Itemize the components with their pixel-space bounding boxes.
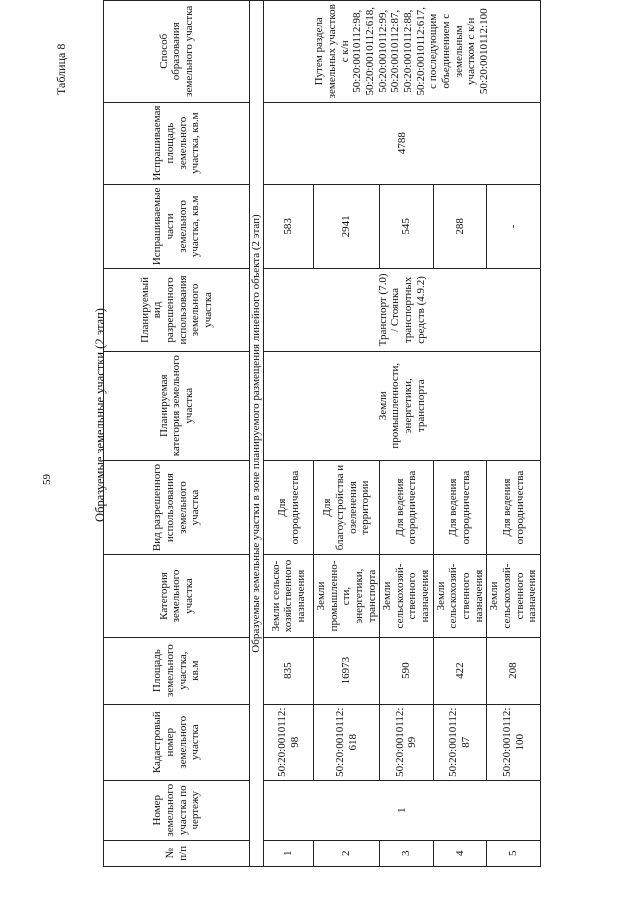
section-title: Образуемые земельные участки в зоне планируемого размещения линейного объекта (2 этап) <box>250 1 264 867</box>
row-num: 4 <box>433 840 487 866</box>
plot-category: Земли сельско-хозяйственного назначения <box>264 555 314 637</box>
header-num: № п/п <box>104 840 250 866</box>
header-drawing-num: Номер земельного участка по чертежу <box>104 780 250 840</box>
table-caption: Таблица 8 <box>54 43 68 95</box>
requested-part-area: 288 <box>433 184 487 269</box>
row-num: 3 <box>380 840 434 866</box>
cadastral-number: 50:20:0010112: 618 <box>314 704 380 780</box>
header-formation-method: Способ образования земельного участка <box>104 1 250 103</box>
plot-use-type: Для огородничества <box>264 460 314 555</box>
header-planned-use: Планируемый вид разрешенного использования земельного участка <box>104 269 250 352</box>
header-area: Площадь земельного участка, кв.м <box>104 637 250 704</box>
row-num: 2 <box>314 840 380 866</box>
table-row <box>264 1 314 867</box>
requested-part-area: 2941 <box>314 184 380 269</box>
cadastral-number: 50:20:0010112: 87 <box>433 704 487 780</box>
section-row <box>250 1 264 867</box>
plot-area: 16973 <box>314 637 380 704</box>
plot-area: 208 <box>487 637 541 704</box>
header-requested-area: Испрашиваемая площадь земельного участка, кв.м <box>104 102 250 184</box>
header-requested-parts: Испрашиваемые части земельного участка, кв.м <box>104 184 250 269</box>
plot-category: Земли сельскохозяй-ственного назначения <box>380 555 434 637</box>
plot-category: Земли промышленно-сти, энергетики, транспорта <box>314 555 380 637</box>
plot-area: 835 <box>264 637 314 704</box>
header-row <box>104 1 250 867</box>
header-category: Категория земельного участка <box>104 555 250 637</box>
plot-area: 590 <box>380 637 434 704</box>
cadastral-number: 50:20:0010112: 99 <box>380 704 434 780</box>
plot-area: 422 <box>433 637 487 704</box>
document-title: Образуемые земельные участки (2 этап) <box>93 308 107 522</box>
requested-area: 4788 <box>264 102 541 184</box>
row-num: 5 <box>487 840 541 866</box>
formation-method: Путем раздела земельных участков с к/н 50:20:0010112:98, 50:20:0010112:618, 50:20:0010112:99, 50:20:0010112:87, 50:20:0010112:88, 50:20:0010112:617, с последующим объединением с земельным участком с к/н 50:20:0010112:100 <box>264 1 541 103</box>
requested-part-area: 583 <box>264 184 314 269</box>
land-plots-table <box>103 0 541 867</box>
requested-part-area: 545 <box>380 184 434 269</box>
planned-category: Земли промышленности, энергетики, транспорта <box>264 351 541 460</box>
requested-part-area: - <box>487 184 541 269</box>
planned-use: Транспорт (7.0) / Стоянка транспортных средств (4.9.2) <box>264 269 541 352</box>
header-use-type: Вид разрешенного использования земельного участка <box>104 460 250 555</box>
page-number: 59 <box>41 474 53 485</box>
cadastral-number: 50:20:0010112: 100 <box>487 704 541 780</box>
plot-use-type: Для ведения огородничества <box>380 460 434 555</box>
plot-category: Земли сельскохозяй-ственного назначения <box>487 555 541 637</box>
header-cadastral: Кадастровый номер земельного участка <box>104 704 250 780</box>
plot-use-type: Для благоустройства и озеленения территории <box>314 460 380 555</box>
drawing-number: 1 <box>264 780 541 840</box>
header-planned-category: Планируемая категория земельного участка <box>104 351 250 460</box>
plot-category: Земли сельскохозяй-ственного назначения <box>433 555 487 637</box>
cadastral-number: 50:20:0010112: 98 <box>264 704 314 780</box>
plot-use-type: Для ведения огородничества <box>433 460 487 555</box>
row-num: 1 <box>264 840 314 866</box>
plot-use-type: Для ведения огородничества <box>487 460 541 555</box>
